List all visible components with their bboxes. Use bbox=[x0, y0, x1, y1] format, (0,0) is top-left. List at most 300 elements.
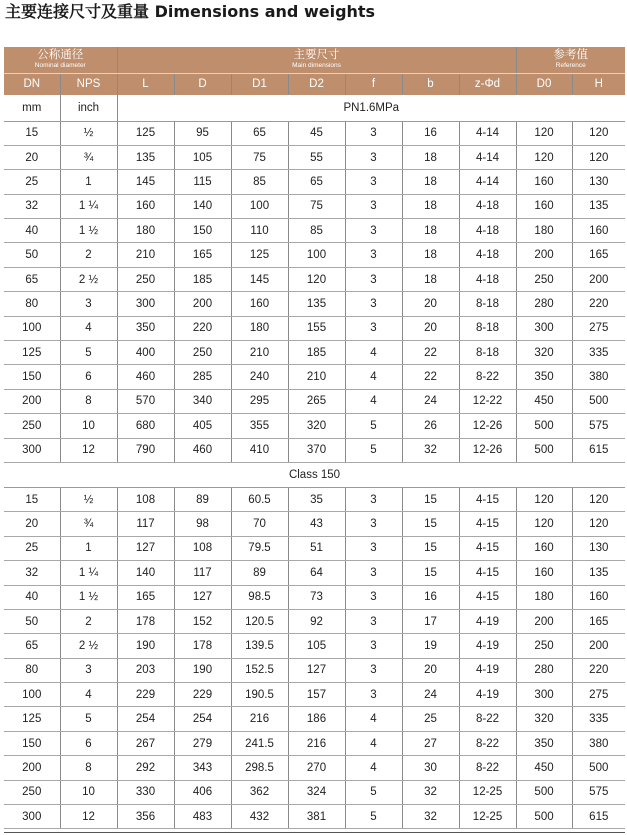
table-cell: 410 bbox=[231, 438, 288, 462]
table-cell: 200 bbox=[572, 267, 625, 291]
table-cell: 300 bbox=[4, 805, 60, 829]
table-cell: 350 bbox=[516, 731, 572, 755]
table-cell: 65 bbox=[288, 170, 345, 194]
table-cell: 130 bbox=[572, 170, 625, 194]
table-cell: 135 bbox=[572, 194, 625, 218]
table-cell: ¾ bbox=[60, 512, 117, 536]
section-row-class-150 bbox=[4, 462, 625, 487]
table-cell: 180 bbox=[117, 219, 174, 243]
table-cell: 10 bbox=[60, 780, 117, 804]
table-cell: 575 bbox=[572, 780, 625, 804]
table-cell: 130 bbox=[572, 536, 625, 560]
table-row bbox=[4, 438, 625, 462]
table-cell: 3 bbox=[345, 316, 402, 340]
table-cell: 8 bbox=[60, 389, 117, 413]
table-cell: 250 bbox=[4, 780, 60, 804]
table-row bbox=[4, 756, 625, 780]
table-row bbox=[4, 145, 625, 169]
table-cell: 3 bbox=[345, 585, 402, 609]
table-cell: 120 bbox=[572, 121, 625, 145]
table-cell: 335 bbox=[572, 707, 625, 731]
table-cell: 200 bbox=[174, 292, 231, 316]
table-cell: 483 bbox=[174, 805, 231, 829]
table-cell: 140 bbox=[117, 561, 174, 585]
table-cell: 3 bbox=[345, 512, 402, 536]
table-cell: 4-15 bbox=[459, 512, 516, 536]
table-row bbox=[4, 194, 625, 218]
table-cell: 8-22 bbox=[459, 731, 516, 755]
table-cell: 139.5 bbox=[231, 634, 288, 658]
table-cell: 70 bbox=[231, 512, 288, 536]
table-cell: 254 bbox=[117, 707, 174, 731]
table-row bbox=[4, 414, 625, 438]
table-cell: 4-15 bbox=[459, 487, 516, 511]
table-cell: 615 bbox=[572, 805, 625, 829]
table-cell: 615 bbox=[572, 438, 625, 462]
table-cell: 4-18 bbox=[459, 267, 516, 291]
table-cell: 280 bbox=[516, 292, 572, 316]
table-cell: 279 bbox=[174, 731, 231, 755]
table-cell: 85 bbox=[231, 170, 288, 194]
table-cell: 280 bbox=[516, 658, 572, 682]
table-cell: ½ bbox=[60, 487, 117, 511]
table-cell: 4-18 bbox=[459, 219, 516, 243]
table-cell: 12 bbox=[60, 805, 117, 829]
table-cell: 32 bbox=[4, 194, 60, 218]
table-cell: 210 bbox=[117, 243, 174, 267]
table-cell: 117 bbox=[117, 512, 174, 536]
table-cell: 570 bbox=[117, 389, 174, 413]
table-cell: 3 bbox=[345, 634, 402, 658]
table-cell: 12-22 bbox=[459, 389, 516, 413]
table-cell: 265 bbox=[288, 389, 345, 413]
table-cell: 460 bbox=[117, 365, 174, 389]
table-cell: 89 bbox=[231, 561, 288, 585]
table-cell: 25 bbox=[4, 170, 60, 194]
table-cell: 18 bbox=[402, 243, 459, 267]
table-cell: 79.5 bbox=[231, 536, 288, 560]
table-cell: 24 bbox=[402, 683, 459, 707]
table-cell: 790 bbox=[117, 438, 174, 462]
table-cell: 165 bbox=[572, 243, 625, 267]
table-cell: 300 bbox=[117, 292, 174, 316]
table-cell: 8-22 bbox=[459, 365, 516, 389]
column-header-dn: DN bbox=[4, 73, 60, 95]
table-cell: 2 ½ bbox=[60, 267, 117, 291]
table-cell: 210 bbox=[231, 341, 288, 365]
table-cell: 108 bbox=[117, 487, 174, 511]
table-cell: 160 bbox=[572, 585, 625, 609]
table-cell: 89 bbox=[174, 487, 231, 511]
table-cell: 120.5 bbox=[231, 609, 288, 633]
table-cell: 250 bbox=[117, 267, 174, 291]
table-cell: 12-25 bbox=[459, 780, 516, 804]
table-cell: 3 bbox=[345, 292, 402, 316]
table-cell: 298.5 bbox=[231, 756, 288, 780]
table-cell: 15 bbox=[402, 487, 459, 511]
table-cell: 12-25 bbox=[459, 805, 516, 829]
table-cell: 5 bbox=[345, 414, 402, 438]
table-cell: 165 bbox=[572, 609, 625, 633]
table-cell: 18 bbox=[402, 194, 459, 218]
section-label-class: Class 150 bbox=[4, 462, 625, 487]
table-cell: 51 bbox=[288, 536, 345, 560]
table-cell: 190 bbox=[117, 634, 174, 658]
table-cell: 8-18 bbox=[459, 292, 516, 316]
table-cell: 125 bbox=[4, 707, 60, 731]
table-cell: 35 bbox=[288, 487, 345, 511]
table-row bbox=[4, 805, 625, 829]
table-cell: 4-19 bbox=[459, 658, 516, 682]
table-cell: 4 bbox=[345, 707, 402, 731]
table-cell: 24 bbox=[402, 389, 459, 413]
table-cell: 405 bbox=[174, 414, 231, 438]
table-cell: 500 bbox=[572, 756, 625, 780]
table-cell: 8-22 bbox=[459, 707, 516, 731]
table-cell: 500 bbox=[516, 780, 572, 804]
table-cell: 4-14 bbox=[459, 170, 516, 194]
table-cell: 18 bbox=[402, 145, 459, 169]
table-cell: 200 bbox=[516, 243, 572, 267]
table-cell: 3 bbox=[345, 536, 402, 560]
table-cell: 500 bbox=[572, 389, 625, 413]
table-cell: 575 bbox=[572, 414, 625, 438]
table-cell: 120 bbox=[516, 145, 572, 169]
table-cell: 100 bbox=[288, 243, 345, 267]
table-cell: 330 bbox=[117, 780, 174, 804]
table-cell: 4-18 bbox=[459, 194, 516, 218]
table-cell: 127 bbox=[117, 536, 174, 560]
table-cell: 125 bbox=[4, 341, 60, 365]
table-row bbox=[4, 609, 625, 633]
table-cell: 32 bbox=[402, 805, 459, 829]
table-cell: 50 bbox=[4, 609, 60, 633]
table-row bbox=[4, 536, 625, 560]
column-header-l: L bbox=[117, 73, 174, 95]
table-cell: 140 bbox=[174, 194, 231, 218]
table-cell: 2 bbox=[60, 243, 117, 267]
table-cell: 22 bbox=[402, 365, 459, 389]
table-cell: 320 bbox=[288, 414, 345, 438]
table-cell: 12-26 bbox=[459, 438, 516, 462]
table-cell: 105 bbox=[174, 145, 231, 169]
table-cell: 120 bbox=[516, 487, 572, 511]
table-cell: 20 bbox=[4, 145, 60, 169]
table-cell: 180 bbox=[516, 219, 572, 243]
table-cell: 3 bbox=[345, 658, 402, 682]
table-row bbox=[4, 365, 625, 389]
table-cell: 8 bbox=[60, 756, 117, 780]
table-cell: 190.5 bbox=[231, 683, 288, 707]
table-cell: 135 bbox=[572, 561, 625, 585]
table-cell: 80 bbox=[4, 292, 60, 316]
table-cell: 12 bbox=[60, 438, 117, 462]
table-cell: 160 bbox=[231, 292, 288, 316]
table-cell: 145 bbox=[231, 267, 288, 291]
table-cell: 157 bbox=[288, 683, 345, 707]
table-cell: 400 bbox=[117, 341, 174, 365]
table-cell: ½ bbox=[60, 121, 117, 145]
column-header-z-d: z-Φd bbox=[459, 73, 516, 95]
table-cell: 30 bbox=[402, 756, 459, 780]
table-cell: 1 ¼ bbox=[60, 561, 117, 585]
column-header-nps: NPS bbox=[60, 73, 117, 95]
header-group-row bbox=[4, 47, 625, 73]
table-cell: 18 bbox=[402, 170, 459, 194]
table-cell: 25 bbox=[402, 707, 459, 731]
table-cell: 335 bbox=[572, 341, 625, 365]
table-cell: 165 bbox=[174, 243, 231, 267]
table-cell: 300 bbox=[516, 316, 572, 340]
table-cell: 8-18 bbox=[459, 341, 516, 365]
table-row bbox=[4, 780, 625, 804]
table-cell: 65 bbox=[231, 121, 288, 145]
table-cell: 4-15 bbox=[459, 585, 516, 609]
table-cell: 178 bbox=[174, 634, 231, 658]
table-cell: 55 bbox=[288, 145, 345, 169]
table-cell: 22 bbox=[402, 341, 459, 365]
table-cell: 1 ½ bbox=[60, 585, 117, 609]
table-row bbox=[4, 731, 625, 755]
table-cell: 4 bbox=[345, 731, 402, 755]
table-cell: 98.5 bbox=[231, 585, 288, 609]
table-cell: 20 bbox=[402, 316, 459, 340]
table-cell: 3 bbox=[345, 487, 402, 511]
table-cell: 3 bbox=[60, 292, 117, 316]
table-cell: 4 bbox=[60, 683, 117, 707]
table-cell: 80 bbox=[4, 658, 60, 682]
table-cell: 200 bbox=[4, 389, 60, 413]
table-cell: 100 bbox=[231, 194, 288, 218]
table-cell: 450 bbox=[516, 389, 572, 413]
table-cell: 120 bbox=[572, 487, 625, 511]
table-cell: 160 bbox=[516, 194, 572, 218]
table-cell: 8-18 bbox=[459, 316, 516, 340]
table-cell: 267 bbox=[117, 731, 174, 755]
table-cell: 450 bbox=[516, 756, 572, 780]
table-cell: 432 bbox=[231, 805, 288, 829]
table-row bbox=[4, 292, 625, 316]
table-cell: 135 bbox=[117, 145, 174, 169]
table-row bbox=[4, 658, 625, 682]
table-cell: 127 bbox=[288, 658, 345, 682]
table-cell: 6 bbox=[60, 731, 117, 755]
table-cell: 15 bbox=[4, 121, 60, 145]
table-cell: 152 bbox=[174, 609, 231, 633]
column-header-d: D bbox=[174, 73, 231, 95]
table-cell: 250 bbox=[516, 267, 572, 291]
table-cell: 18 bbox=[402, 267, 459, 291]
table-cell: 32 bbox=[4, 561, 60, 585]
table-cell: 95 bbox=[174, 121, 231, 145]
table-cell: 300 bbox=[4, 438, 60, 462]
table-cell: 460 bbox=[174, 438, 231, 462]
table-cell: 5 bbox=[60, 341, 117, 365]
column-header-d0: D0 bbox=[516, 73, 572, 95]
table-cell: 43 bbox=[288, 512, 345, 536]
table-cell: 160 bbox=[117, 194, 174, 218]
table-cell: 25 bbox=[4, 536, 60, 560]
table-cell: 500 bbox=[516, 414, 572, 438]
table-cell: 125 bbox=[231, 243, 288, 267]
table-cell: 20 bbox=[4, 512, 60, 536]
table-cell: 6 bbox=[60, 365, 117, 389]
table-cell: 381 bbox=[288, 805, 345, 829]
table-cell: 3 bbox=[345, 267, 402, 291]
table-cell: 40 bbox=[4, 219, 60, 243]
units-row bbox=[4, 95, 625, 121]
table-cell: 73 bbox=[288, 585, 345, 609]
table-cell: 85 bbox=[288, 219, 345, 243]
table-cell: 75 bbox=[288, 194, 345, 218]
table-cell: 203 bbox=[117, 658, 174, 682]
table-cell: 292 bbox=[117, 756, 174, 780]
table-cell: 27 bbox=[402, 731, 459, 755]
page-title: 主要连接尺寸及重量 Dimensions and weights bbox=[5, 2, 376, 21]
table-cell: 100 bbox=[4, 683, 60, 707]
table-cell: 26 bbox=[402, 414, 459, 438]
table-cell: 178 bbox=[117, 609, 174, 633]
table-cell: 200 bbox=[516, 609, 572, 633]
column-header-h: H bbox=[572, 73, 625, 95]
table-cell: 150 bbox=[174, 219, 231, 243]
table-cell: 65 bbox=[4, 634, 60, 658]
table-cell: 160 bbox=[572, 219, 625, 243]
table-cell: 40 bbox=[4, 585, 60, 609]
table-cell: 105 bbox=[288, 634, 345, 658]
table-cell: 216 bbox=[288, 731, 345, 755]
table-row bbox=[4, 316, 625, 340]
table-cell: 120 bbox=[288, 267, 345, 291]
table-cell: 5 bbox=[345, 438, 402, 462]
table-cell: 2 ½ bbox=[60, 634, 117, 658]
table-cell: 200 bbox=[4, 756, 60, 780]
table-cell: 8-22 bbox=[459, 756, 516, 780]
table-cell: 500 bbox=[516, 805, 572, 829]
table-row bbox=[4, 634, 625, 658]
table-row bbox=[4, 267, 625, 291]
table-cell: 20 bbox=[402, 658, 459, 682]
table-cell: 3 bbox=[345, 683, 402, 707]
table-row bbox=[4, 243, 625, 267]
table-cell: 145 bbox=[117, 170, 174, 194]
table-cell: 120 bbox=[572, 145, 625, 169]
table-row bbox=[4, 561, 625, 585]
table-bottom-rule bbox=[4, 832, 625, 833]
table-cell: 250 bbox=[174, 341, 231, 365]
table-cell: 275 bbox=[572, 683, 625, 707]
table-cell: 160 bbox=[516, 536, 572, 560]
table-cell: 380 bbox=[572, 365, 625, 389]
table-cell: 180 bbox=[516, 585, 572, 609]
header-nominal-diameter: 公称通径 Nominal diameter bbox=[4, 47, 117, 73]
table-cell: 4-15 bbox=[459, 561, 516, 585]
table-cell: 152.5 bbox=[231, 658, 288, 682]
table-cell: 500 bbox=[516, 438, 572, 462]
table-cell: 12-26 bbox=[459, 414, 516, 438]
table-cell: 60.5 bbox=[231, 487, 288, 511]
table-cell: 115 bbox=[174, 170, 231, 194]
table-cell: 15 bbox=[4, 487, 60, 511]
table-cell: 406 bbox=[174, 780, 231, 804]
table-cell: 4 bbox=[345, 756, 402, 780]
table-cell: 5 bbox=[345, 805, 402, 829]
table-cell: ¾ bbox=[60, 145, 117, 169]
table-row bbox=[4, 707, 625, 731]
table-cell: 3 bbox=[345, 145, 402, 169]
table-cell: 92 bbox=[288, 609, 345, 633]
table-cell: 4 bbox=[60, 316, 117, 340]
table-cell: 220 bbox=[572, 292, 625, 316]
table-cell: 3 bbox=[345, 194, 402, 218]
table-cell: 3 bbox=[345, 561, 402, 585]
table-cell: 1 bbox=[60, 536, 117, 560]
table-cell: 3 bbox=[345, 121, 402, 145]
table-row bbox=[4, 512, 625, 536]
table-cell: 270 bbox=[288, 756, 345, 780]
table-cell: 4-19 bbox=[459, 609, 516, 633]
table-cell: 680 bbox=[117, 414, 174, 438]
table-cell: 220 bbox=[572, 658, 625, 682]
column-header-b: b bbox=[402, 73, 459, 95]
table-cell: 160 bbox=[516, 561, 572, 585]
table-cell: 4 bbox=[345, 389, 402, 413]
column-header-d2: D2 bbox=[288, 73, 345, 95]
table-cell: 3 bbox=[345, 170, 402, 194]
table-cell: 1 ½ bbox=[60, 219, 117, 243]
table-cell: 4-14 bbox=[459, 145, 516, 169]
table-cell: 120 bbox=[572, 512, 625, 536]
table-cell: 355 bbox=[231, 414, 288, 438]
table-cell: 4-14 bbox=[459, 121, 516, 145]
table-cell: 150 bbox=[4, 731, 60, 755]
table-cell: 3 bbox=[345, 243, 402, 267]
table-cell: 275 bbox=[572, 316, 625, 340]
table-row bbox=[4, 487, 625, 511]
table-cell: 17 bbox=[402, 609, 459, 633]
table-cell: 185 bbox=[174, 267, 231, 291]
table-cell: 15 bbox=[402, 512, 459, 536]
table-cell: 10 bbox=[60, 414, 117, 438]
table-cell: 229 bbox=[174, 683, 231, 707]
table-cell: 100 bbox=[4, 316, 60, 340]
table-cell: 4 bbox=[345, 365, 402, 389]
column-header-f: f bbox=[345, 73, 402, 95]
table-cell: 250 bbox=[4, 414, 60, 438]
table-cell: 350 bbox=[117, 316, 174, 340]
table-cell: 320 bbox=[516, 341, 572, 365]
table-cell: 254 bbox=[174, 707, 231, 731]
table-cell: 127 bbox=[174, 585, 231, 609]
header-main-dimensions: 主要尺寸 Main dimensions bbox=[117, 47, 516, 73]
table-cell: 300 bbox=[516, 683, 572, 707]
table-cell: 362 bbox=[231, 780, 288, 804]
table-cell: 32 bbox=[402, 780, 459, 804]
table-cell: 15 bbox=[402, 536, 459, 560]
table-cell: 4-18 bbox=[459, 243, 516, 267]
table-cell: 16 bbox=[402, 121, 459, 145]
table-cell: 180 bbox=[231, 316, 288, 340]
table-cell: 110 bbox=[231, 219, 288, 243]
table-cell: 32 bbox=[402, 438, 459, 462]
table-cell: 380 bbox=[572, 731, 625, 755]
header-reference: 参考值 Reference bbox=[516, 47, 625, 73]
table-cell: 190 bbox=[174, 658, 231, 682]
table-cell: 5 bbox=[345, 780, 402, 804]
table-cell: 324 bbox=[288, 780, 345, 804]
table-cell: 45 bbox=[288, 121, 345, 145]
table-cell: 1 bbox=[60, 170, 117, 194]
